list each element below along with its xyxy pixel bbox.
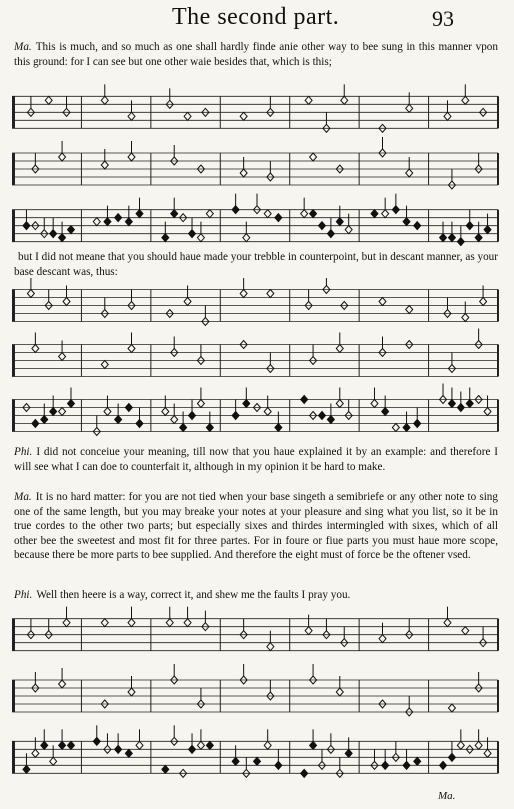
- running-title: The second part.: [172, 4, 340, 30]
- note-head: [336, 400, 343, 408]
- music-example-3: [0, 604, 514, 788]
- note-head: [336, 688, 343, 696]
- note-head: [23, 222, 30, 230]
- note-head: [457, 741, 464, 749]
- note-head: [171, 210, 178, 218]
- note-head: [101, 96, 108, 104]
- note-head: [184, 298, 191, 306]
- note-head: [444, 619, 451, 627]
- note-head: [101, 161, 108, 169]
- note-head: [32, 420, 39, 428]
- note-head: [414, 222, 421, 230]
- note-head: [243, 234, 250, 242]
- note-head: [41, 741, 48, 749]
- clef-mark: [12, 619, 15, 651]
- note-head: [345, 749, 352, 757]
- note-head: [448, 704, 455, 712]
- paragraph-text: It is no hard matter: for you are not tied when your base singeth a semibriefe or any other note to sing one of the same length, but you may breake your notes at your pleasure and sing what you list, so it be in true cordes to the other two parts; but especially sixes and thirdes intermingled with sixes, which of all other bee the sweetest and most fit for three partes. For in foure or fiue parts you must haue more scope, because there be more parts to bee supplied. And therefore the eight must of force be the oftener vsed.: [14, 491, 498, 562]
- note-head: [336, 218, 343, 226]
- note-head: [67, 226, 74, 234]
- clef-mark: [12, 290, 15, 322]
- note-head: [23, 765, 30, 773]
- note-head: [115, 416, 122, 424]
- note-head: [93, 218, 100, 226]
- clef-mark: [12, 741, 15, 773]
- note-head: [104, 408, 111, 416]
- clef-mark: [12, 153, 15, 185]
- note-head: [406, 169, 413, 177]
- note-head: [462, 96, 469, 104]
- note-head: [67, 741, 74, 749]
- note-head: [128, 619, 135, 627]
- music-staff: [12, 384, 498, 436]
- note-head: [189, 745, 196, 753]
- note-head: [59, 741, 66, 749]
- note-head: [240, 290, 247, 298]
- note-head: [32, 749, 39, 757]
- note-head: [275, 424, 282, 432]
- note-head: [184, 112, 191, 120]
- note-head: [310, 741, 317, 749]
- note-head: [403, 424, 410, 432]
- speaker-label: Ma.: [14, 491, 32, 503]
- note-head: [101, 361, 108, 369]
- clef-mark: [12, 96, 15, 128]
- paragraph-1: [14, 40, 498, 69]
- note-head: [267, 290, 274, 298]
- note-head: [327, 230, 334, 238]
- note-head: [448, 753, 455, 761]
- note-head: [171, 416, 178, 424]
- note-head: [392, 424, 399, 432]
- note-head: [267, 643, 274, 651]
- note-head: [93, 737, 100, 745]
- note-head: [162, 408, 169, 416]
- speaker-label: Phi.: [14, 446, 33, 458]
- note-head: [197, 400, 204, 408]
- music-staff: [12, 278, 498, 326]
- note-head: [318, 412, 325, 420]
- note-head: [50, 230, 57, 238]
- note-head: [232, 757, 239, 765]
- music-example-1: [0, 84, 514, 254]
- note-head: [67, 400, 74, 408]
- note-head: [243, 400, 250, 408]
- note-head: [301, 396, 308, 404]
- clef-mark: [12, 210, 15, 242]
- note-head: [484, 408, 491, 416]
- note-head: [27, 290, 34, 298]
- note-head: [180, 424, 187, 432]
- note-head: [466, 400, 473, 408]
- paragraph-text: This is much, and so much as one shall hardly finde anie other way to bee sung in this manner vpon this ground: for I can see but one other waie besides that, which is this;: [14, 41, 498, 68]
- note-head: [403, 761, 410, 769]
- note-head: [448, 400, 455, 408]
- note-head: [382, 761, 389, 769]
- note-head: [128, 345, 135, 353]
- note-head: [336, 345, 343, 353]
- note-head: [240, 112, 247, 120]
- note-head: [63, 298, 70, 306]
- music-staff: [12, 194, 498, 246]
- music-staff: [12, 664, 498, 716]
- note-head: [136, 420, 143, 428]
- note-head: [125, 404, 132, 412]
- note-head: [189, 230, 196, 238]
- note-head: [406, 306, 413, 314]
- note-head: [136, 741, 143, 749]
- note-head: [275, 761, 282, 769]
- note-head: [128, 112, 135, 120]
- note-head: [480, 298, 487, 306]
- note-head: [379, 298, 386, 306]
- note-head: [32, 345, 39, 353]
- paragraph-2: [14, 250, 498, 279]
- note-head: [462, 314, 469, 322]
- note-head: [440, 234, 447, 242]
- note-head: [462, 627, 469, 635]
- note-head: [484, 749, 491, 757]
- note-head: [475, 741, 482, 749]
- clef-mark: [12, 400, 15, 432]
- note-head: [104, 218, 111, 226]
- note-head: [206, 210, 213, 218]
- note-head: [275, 214, 282, 222]
- paragraph-5: [14, 588, 498, 603]
- note-head: [189, 412, 196, 420]
- music-staff: [12, 725, 498, 777]
- note-head: [305, 96, 312, 104]
- note-head: [240, 169, 247, 177]
- note-head: [403, 218, 410, 226]
- note-head: [41, 416, 48, 424]
- note-head: [345, 226, 352, 234]
- note-head: [197, 741, 204, 749]
- note-head: [50, 757, 57, 765]
- note-head: [184, 619, 191, 627]
- note-head: [264, 408, 271, 416]
- note-head: [162, 234, 169, 242]
- note-head: [128, 688, 135, 696]
- note-head: [166, 619, 173, 627]
- page-number: 93: [432, 6, 454, 31]
- note-head: [341, 96, 348, 104]
- clef-mark: [12, 680, 15, 712]
- note-head: [310, 153, 317, 161]
- paragraph-text: I did not conceiue your meaning, till now that you haue explained it by an example: and therefore I will see what I can doe to counterfait it, although in my opinion it be hard to make.: [14, 446, 498, 473]
- music-staff: [12, 137, 498, 189]
- note-head: [414, 757, 421, 765]
- note-head: [301, 210, 308, 218]
- note-head: [305, 627, 312, 635]
- note-head: [125, 749, 132, 757]
- note-head: [63, 619, 70, 627]
- note-head: [59, 153, 66, 161]
- note-head: [414, 420, 421, 428]
- note-head: [466, 222, 473, 230]
- note-head: [484, 226, 491, 234]
- note-head: [371, 210, 378, 218]
- note-head: [310, 210, 317, 218]
- note-head: [457, 404, 464, 412]
- page-header: [0, 4, 514, 32]
- note-head: [59, 680, 66, 688]
- note-head: [457, 238, 464, 246]
- note-head: [327, 416, 334, 424]
- note-head: [115, 745, 122, 753]
- speaker-label: Ma.: [14, 41, 32, 53]
- paragraph-text: Well then heere is a way, correct it, and shew me the faults I pray you.: [36, 589, 351, 601]
- music-staff: [12, 84, 498, 132]
- note-head: [301, 769, 308, 777]
- music-staff: [12, 329, 498, 377]
- note-head: [128, 153, 135, 161]
- note-head: [232, 206, 239, 214]
- note-head: [197, 234, 204, 242]
- note-head: [406, 104, 413, 112]
- note-head: [232, 412, 239, 420]
- note-head: [206, 424, 213, 432]
- note-head: [392, 206, 399, 214]
- note-head: [382, 408, 389, 416]
- note-head: [101, 619, 108, 627]
- note-head: [264, 741, 271, 749]
- note-head: [444, 112, 451, 120]
- paragraph-text: but I did not meane that you should haue made your trebble in counterpoint, but in descant manner, as your base descant was, thus:: [14, 251, 498, 278]
- paragraph-3: [14, 445, 498, 474]
- note-head: [440, 761, 447, 769]
- note-head: [59, 353, 66, 361]
- note-head: [115, 214, 122, 222]
- note-head: [136, 210, 143, 218]
- clef-mark: [12, 345, 15, 377]
- note-head: [475, 234, 482, 242]
- note-head: [379, 635, 386, 643]
- note-head: [162, 765, 169, 773]
- note-head: [125, 218, 132, 226]
- speaker-label: Phi.: [14, 589, 33, 601]
- note-head: [382, 210, 389, 218]
- note-head: [448, 234, 455, 242]
- note-head: [50, 408, 57, 416]
- music-example-2: [0, 278, 514, 443]
- note-head: [59, 408, 66, 416]
- paragraph-4: [14, 490, 498, 563]
- note-head: [45, 96, 52, 104]
- note-head: [206, 741, 213, 749]
- note-head: [59, 234, 66, 242]
- note-head: [371, 400, 378, 408]
- music-staff: [12, 607, 498, 651]
- catchword: Ma.: [438, 790, 456, 802]
- note-head: [254, 757, 261, 765]
- note-head: [264, 210, 271, 218]
- note-head: [318, 222, 325, 230]
